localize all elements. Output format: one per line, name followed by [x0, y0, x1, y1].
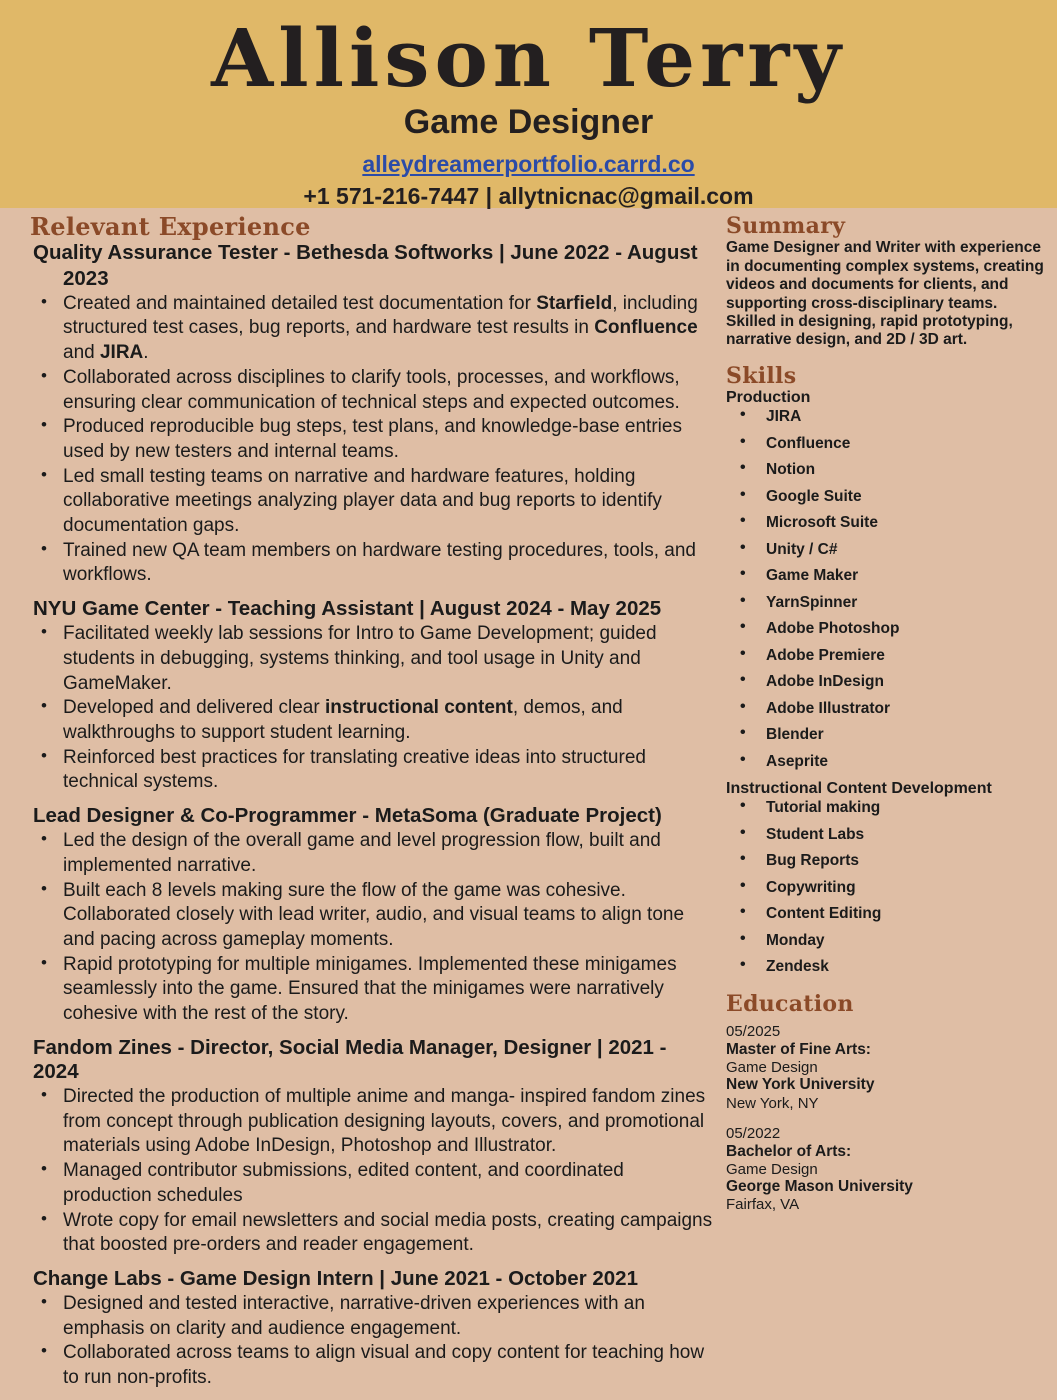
- skill-item: • Monday: [726, 933, 1045, 949]
- experience-bullet: [30, 879, 716, 953]
- section-heading-skills: Skills: [726, 362, 797, 389]
- education-school: George Mason University: [726, 1178, 913, 1196]
- experience-bullet: [30, 829, 716, 878]
- experience-entry: [30, 804, 716, 1027]
- skill-group-label: Production: [726, 389, 811, 406]
- skill-item: • Game Maker: [726, 568, 1045, 584]
- experience-entry-title: Change Labs - Game Design Intern | June 2021 - October 2021: [33, 1266, 638, 1290]
- bullet-text: Developed and delivered clear: [63, 697, 325, 719]
- skill-item: • Aseprite: [726, 754, 1045, 770]
- bullet-text: Produced reproducible bug steps, test plans, and knowledge-base entries used by new testers and internal teams.: [63, 416, 682, 462]
- education-degree: Master of Fine Arts:: [726, 1040, 871, 1058]
- experience-bullet: [30, 746, 716, 795]
- bullet-text: Rapid prototyping for multiple minigames. Implemented these minigames seamlessly into the game. Ensured that the minigames were narratively cohesive with the rest of the story.: [63, 953, 677, 1025]
- right-column: [716, 214, 1057, 1227]
- experience-bullet: [30, 1085, 716, 1159]
- experience-entry-title-continued: 2023: [63, 266, 109, 290]
- section-heading-summary: Summary: [726, 213, 846, 239]
- bullet-text: Collaborated across teams to align visual and copy content for teaching how to run non-profits.: [63, 1342, 705, 1389]
- skill-item: • Unity / C#: [726, 542, 1045, 558]
- experience-bullet: [30, 1292, 716, 1341]
- experience-entry-title: Fandom Zines - Director, Social Media Manager, Designer | 2021 - 2024: [33, 1035, 667, 1083]
- skill-group-label: Instructional Content Development: [726, 780, 992, 798]
- bullet-text: Directed the production of multiple anime and manga- inspired fandom zines from concept through publication designing layouts, covers, and promotional materials using Adobe InDesign, Photoshop and Illustrator.: [63, 1086, 706, 1157]
- contact-line: +1 571-216-7447 | allytnicnac@gmail.com: [303, 182, 754, 209]
- experience-bullet-list: [30, 1292, 716, 1391]
- skill-item-list: [726, 800, 1045, 975]
- education-field: Game Design: [726, 1160, 818, 1178]
- experience-bullet-list: [30, 622, 716, 795]
- page-title: Allison Terry: [211, 11, 846, 105]
- education-location: New York, NY: [726, 1094, 819, 1112]
- experience-bullet: [30, 415, 716, 464]
- section-heading-education: Education: [726, 990, 854, 1017]
- education-location: Fairfax, VA: [726, 1196, 800, 1214]
- experience-bullet-list: [30, 1085, 716, 1258]
- skill-item: • YarnSpinner: [726, 595, 1045, 611]
- skill-item: • Copywriting: [726, 880, 1045, 896]
- experience-entry-title: Lead Designer & Co-Programmer - MetaSoma (Graduate Project): [33, 804, 662, 828]
- skill-item: • Adobe Illustrator: [726, 701, 1045, 717]
- skill-item: • Adobe Premiere: [726, 648, 1045, 664]
- education-degree: Bachelor of Arts:: [726, 1142, 852, 1160]
- education-entry: [726, 1125, 1045, 1214]
- experience-entry: [30, 1267, 716, 1391]
- bullet-text: Managed contributor submissions, edited content, and coordinated production schedules: [63, 1160, 624, 1206]
- emphasized-term: Confluence: [594, 317, 698, 339]
- experience-entry: [30, 597, 716, 795]
- experience-bullet: [30, 366, 716, 415]
- resume-header: [0, 0, 1057, 208]
- bullet-text: Built each 8 levels making sure the flow of the game was cohesive. Collaborated closely with lead writer, audio, and visual teams to align tone and pacing across gameplay moments.: [63, 879, 685, 950]
- emphasized-term: instructional content: [324, 697, 513, 719]
- experience-bullet: [30, 696, 716, 745]
- experience-bullet: [30, 1341, 716, 1390]
- skill-item: • Microsoft Suite: [726, 515, 1045, 531]
- experience-list: [30, 241, 716, 1390]
- experience-bullet: [30, 539, 716, 588]
- experience-bullet: [30, 292, 716, 366]
- experience-entry-title: NYU Game Center - Teaching Assistant | August 2024 - May 2025: [33, 597, 662, 621]
- job-title-subtitle: Game Designer: [403, 103, 654, 141]
- skill-item: • Google Suite: [726, 489, 1045, 505]
- skill-item-list: [726, 409, 1045, 769]
- experience-bullet-list: [30, 292, 716, 588]
- skill-item: • Blender: [726, 727, 1045, 743]
- education-school: New York University: [726, 1076, 875, 1094]
- bullet-text: Led the design of the overall game and level progression flow, built and implemented narrative.: [63, 830, 661, 876]
- skill-item: • JIRA: [726, 409, 1045, 425]
- bullet-text: Led small testing teams on narrative and hardware features, holding collaborative meetings analyzing player data and bug reports to identify documentation gaps.: [63, 465, 662, 536]
- bullet-text: and: [63, 342, 100, 364]
- summary-text: Game Designer and Writer with experience in documenting complex systems, creating videos and documents for clients, and supporting cross-disciplinary teams. Skilled in designing, rapid prototyping, narrative design, and 2D / 3D art.: [726, 239, 1044, 349]
- left-column: [0, 214, 716, 1400]
- emphasized-term: JIRA: [99, 342, 144, 364]
- bullet-text: .: [143, 342, 149, 364]
- skill-item: • Bug Reports: [726, 853, 1045, 869]
- skill-item: • Adobe InDesign: [726, 674, 1045, 690]
- portfolio-link[interactable]: alleydreamerportfolio.carrd.co: [362, 151, 695, 178]
- bullet-text: , including structured test cases, bug reports, and hardware test results in: [63, 292, 698, 339]
- experience-bullet: [30, 1159, 716, 1208]
- experience-bullet: [30, 953, 716, 1027]
- skill-item: • Tutorial making: [726, 800, 1045, 816]
- bullet-text: Collaborated across disciplines to clarify tools, processes, and workflows, ensuring clear communication of technical steps and expected outcomes.: [63, 366, 680, 413]
- skill-item: • Adobe Photoshop: [726, 621, 1045, 637]
- bullet-text: Created and maintained detailed test documentation for: [63, 292, 537, 314]
- experience-entry-title: Quality Assurance Tester - Bethesda Softworks | June 2022 - August: [33, 241, 698, 265]
- skill-item: • Zendesk: [726, 959, 1045, 975]
- resume-body: [0, 208, 1057, 1400]
- experience-entry: [30, 241, 716, 588]
- bullet-text: Reinforced best practices for translating creative ideas into structured technical systems.: [63, 746, 646, 793]
- experience-entry: [30, 1036, 716, 1258]
- skill-item: • Notion: [726, 462, 1045, 478]
- section-heading-relevant-experience: Relevant Experience: [30, 212, 311, 241]
- bullet-text: , demos, and walkthroughs to support student learning.: [63, 697, 623, 743]
- bullet-text: Trained new QA team members on hardware testing procedures, tools, and workflows.: [63, 539, 696, 586]
- education-date: 05/2022: [726, 1125, 781, 1143]
- education-field: Game Design: [726, 1058, 818, 1076]
- skill-item: • Content Editing: [726, 906, 1045, 922]
- experience-bullet: [30, 622, 716, 696]
- skills-list: [726, 389, 1045, 975]
- education-list: [726, 1023, 1045, 1214]
- education-date: 05/2025: [726, 1023, 781, 1041]
- experience-bullet-list: [30, 829, 716, 1027]
- bullet-text: Designed and tested interactive, narrative-driven experiences with an emphasis on clarity and audience engagement.: [63, 1293, 645, 1339]
- experience-bullet: [30, 465, 716, 539]
- bullet-text: Wrote copy for email newsletters and social media posts, creating campaigns that boosted pre-orders and reader engagement.: [63, 1209, 713, 1256]
- experience-bullet: [30, 1209, 716, 1258]
- skill-item: • Student Labs: [726, 827, 1045, 843]
- emphasized-term: Starfield: [536, 292, 613, 314]
- bullet-text: Facilitated weekly lab sessions for Intro to Game Development; guided students in debugging, systems thinking, and tool usage in Unity and GameMaker.: [63, 623, 657, 694]
- education-entry: [726, 1023, 1045, 1112]
- skill-item: • Confluence: [726, 436, 1045, 452]
